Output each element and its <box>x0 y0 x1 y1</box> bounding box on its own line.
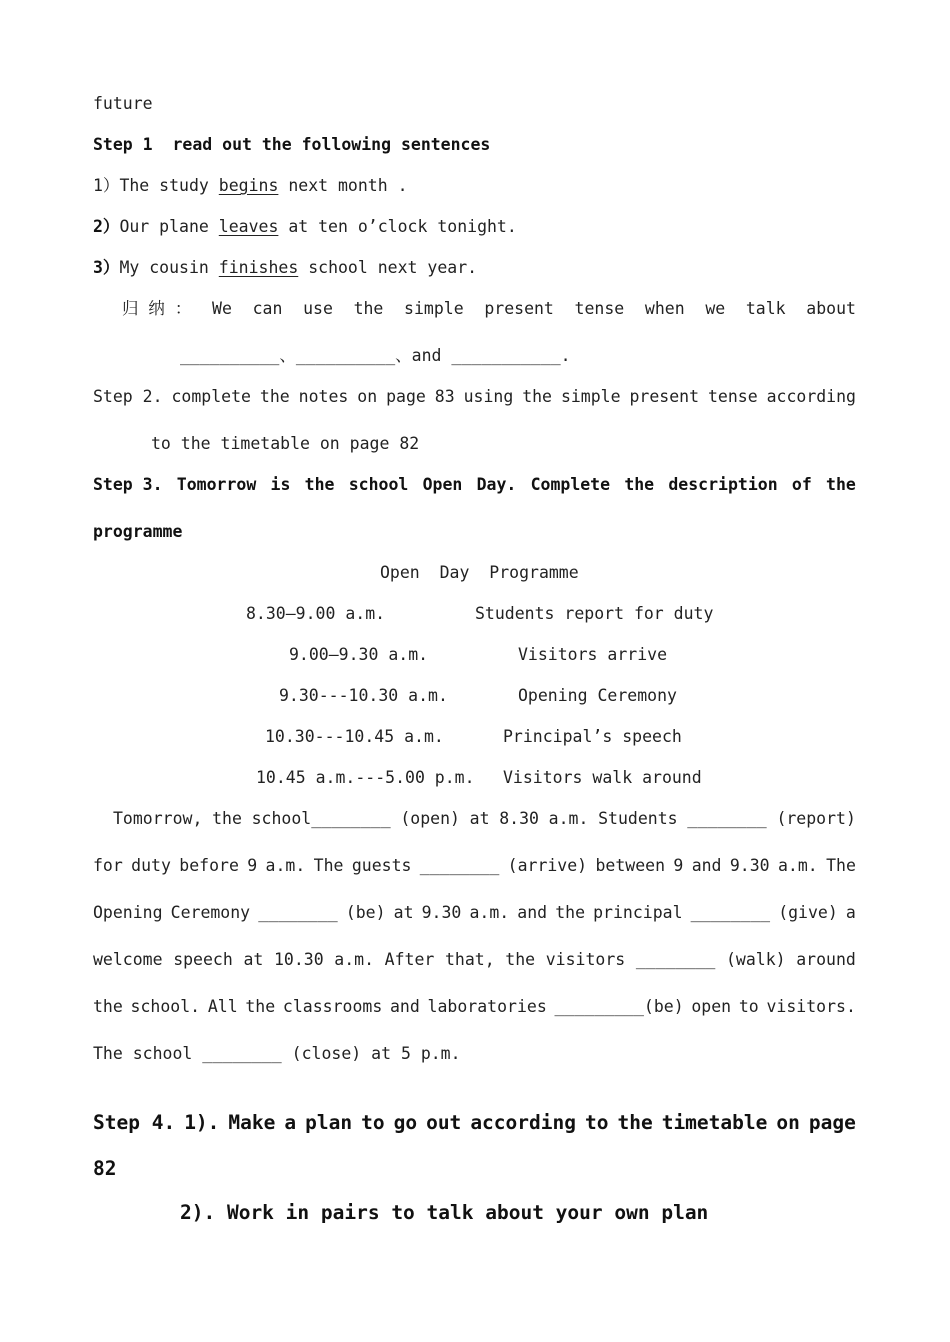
cloze-word: that, <box>444 950 495 969</box>
step2-word: tense <box>707 387 758 406</box>
programme-time: 10.30---10.45 a.m. <box>265 727 444 746</box>
cloze-word: (open) <box>400 809 460 828</box>
cloze-word: 9 <box>673 856 684 875</box>
cloze-word: duty <box>131 856 171 875</box>
cloze-line-2 <box>93 855 856 877</box>
step3-word: of <box>791 475 812 494</box>
step3-word: the <box>826 475 856 494</box>
programme-time: 9.00—9.30 a.m. <box>289 645 429 664</box>
cloze-word: ________ <box>687 809 767 828</box>
sentence-2 <box>93 216 517 238</box>
sentence-number: 1） <box>93 176 120 195</box>
cloze-word: and <box>390 997 420 1016</box>
cloze-word: _________(be) <box>554 997 684 1016</box>
cloze-word: around <box>796 950 856 969</box>
cloze-word: laboratories <box>427 997 547 1016</box>
summary-word: We <box>212 299 232 318</box>
cloze-word: 8.30 <box>499 809 539 828</box>
summary-word: the <box>353 299 384 318</box>
intro-text: future <box>93 94 153 113</box>
cloze-word: Opening <box>93 903 163 922</box>
underlined-verb: leaves <box>218 217 279 236</box>
step2-word: the <box>259 387 290 406</box>
cloze-word: a <box>845 903 856 922</box>
cloze-word: the <box>212 809 242 828</box>
sentence-text: The study <box>119 176 219 195</box>
summary-word: tense <box>574 299 625 318</box>
cloze-word: 10.30 <box>273 950 324 969</box>
step2-word: according <box>766 387 856 406</box>
step2-word: page <box>386 387 426 406</box>
cloze-word: 9.30 <box>729 856 770 875</box>
cloze-word: the <box>93 997 123 1016</box>
step4-word: page <box>808 1111 856 1134</box>
cloze-word: principal <box>593 903 683 922</box>
step2-word: the <box>522 387 552 406</box>
cloze-word: the <box>245 997 276 1016</box>
step4-word: Step 4. <box>93 1111 176 1134</box>
cloze-line-4 <box>93 949 856 971</box>
cloze-word: between <box>595 856 666 875</box>
sentence-text: at ten o’clock tonight. <box>278 217 517 236</box>
cloze-word: ________ <box>258 903 338 922</box>
step4-word: timetable <box>661 1111 768 1134</box>
cloze-word: 9 <box>247 856 258 875</box>
underlined-verb: begins <box>218 176 279 195</box>
step4-heading-line2: 82 <box>93 1157 117 1180</box>
cloze-word: a.m. <box>469 903 510 922</box>
cloze-word: welcome <box>93 950 163 969</box>
cloze-word: Students <box>598 809 678 828</box>
cloze-word: at <box>243 950 264 969</box>
cloze-word: for <box>93 856 123 875</box>
step4-word: out <box>426 1111 462 1134</box>
cloze-word: to <box>738 997 759 1016</box>
cloze-word: (give) <box>778 903 838 922</box>
summary-word: use <box>303 299 333 318</box>
cloze-word: ________ <box>419 856 500 875</box>
summary-word: about <box>806 299 856 318</box>
step2-word: 83 <box>434 387 455 406</box>
cloze-word: a.m. <box>265 856 306 875</box>
cloze-word: the <box>505 950 536 969</box>
cloze-word: and <box>691 856 722 875</box>
programme-event: Visitors walk around <box>503 768 702 787</box>
step3-word: Complete <box>530 475 611 494</box>
sentence-text: Our plane <box>119 217 219 236</box>
step4-word: a <box>284 1111 297 1134</box>
cloze-word: All <box>207 997 238 1016</box>
cloze-word: (walk) <box>725 950 786 969</box>
step2-word: on <box>357 387 378 406</box>
step4-word: go <box>393 1111 418 1134</box>
programme-time: 9.30---10.30 a.m. <box>279 686 448 705</box>
step3-word: description <box>668 475 778 494</box>
step2-word: Step 2. <box>93 387 163 406</box>
summary-word: when <box>644 299 685 318</box>
sentence-text: My cousin <box>119 258 219 277</box>
step3-word: is <box>270 475 291 494</box>
step4-word: Make <box>228 1111 276 1134</box>
step3-word: Day. <box>476 475 517 494</box>
cloze-word: at <box>393 903 414 922</box>
step2-word: simple <box>560 387 621 406</box>
sentence-number: 3） <box>93 258 120 277</box>
step4-word: on <box>776 1111 800 1134</box>
sentence-3 <box>93 257 477 279</box>
step4-task-2: 2). Work in pairs to talk about your own plan <box>180 1201 709 1224</box>
underlined-verb: finishes <box>218 258 299 277</box>
programme-event: Opening Ceremony <box>518 686 677 705</box>
cloze-word: visitors. <box>766 997 856 1016</box>
step2-word: present <box>629 387 700 406</box>
cloze-word: Tomorrow, <box>113 809 203 828</box>
summary-word: simple <box>404 299 464 318</box>
summary-word: present <box>484 299 554 318</box>
cloze-line-5 <box>93 996 856 1018</box>
step3-heading-line1 <box>93 474 856 496</box>
step3-word: Step 3. <box>93 475 163 494</box>
step4-word: according <box>470 1111 576 1134</box>
step4-word: plan <box>305 1111 353 1134</box>
cloze-word: guests <box>351 856 412 875</box>
step4-word: to <box>361 1111 385 1134</box>
summary-word: can <box>252 299 283 318</box>
cloze-word: school________ <box>251 809 391 828</box>
step2-word: complete <box>171 387 251 406</box>
sentence-1 <box>93 175 408 197</box>
step3-word: school <box>348 475 409 494</box>
step2-heading-line1 <box>93 386 856 408</box>
cloze-word: at <box>469 809 490 828</box>
sentence-text: school next year. <box>298 258 478 277</box>
step4-word: to <box>584 1111 609 1134</box>
step2-word: notes <box>298 387 349 406</box>
programme-event: Students report for duty <box>475 604 714 623</box>
cloze-word: (be) <box>345 903 386 922</box>
cloze-word: After <box>384 950 435 969</box>
cloze-line-3 <box>93 902 856 924</box>
programme-time: 8.30—9.00 a.m. <box>246 604 386 623</box>
summary-word: we <box>705 299 726 318</box>
cloze-word: ________ <box>635 950 716 969</box>
cloze-word: ________ <box>690 903 771 922</box>
programme-title: Open Day Programme <box>380 563 579 582</box>
programme-event: Visitors arrive <box>518 645 668 664</box>
cloze-word: and <box>517 903 548 922</box>
summary-word: 归 纳 ： <box>122 299 192 318</box>
cloze-word: (report) <box>776 809 856 828</box>
cloze-word: a.m. <box>548 809 589 828</box>
cloze-word: (arrive) <box>507 856 588 875</box>
step4-heading-line1 <box>93 1112 856 1134</box>
step3-word: Open <box>422 475 463 494</box>
cloze-word: The <box>826 856 856 875</box>
cloze-word: The <box>313 856 344 875</box>
cloze-word: open <box>691 997 732 1016</box>
cloze-word: classrooms <box>282 997 383 1016</box>
step4-word: the <box>617 1111 653 1134</box>
step3-word: the <box>304 475 335 494</box>
cloze-word: 9.30 <box>421 903 462 922</box>
summary-line <box>122 298 856 320</box>
cloze-word: Ceremony <box>170 903 251 922</box>
cloze-word: school. <box>130 997 201 1016</box>
cloze-line-6: The school ________ (close) at 5 p.m. <box>93 1044 461 1063</box>
programme-event: Principal’s speech <box>503 727 682 746</box>
step3-word: Tomorrow <box>176 475 257 494</box>
summary-word: talk <box>745 299 786 318</box>
cloze-word: a.m. <box>777 856 818 875</box>
cloze-word: the <box>555 903 586 922</box>
cloze-line-1 <box>113 808 856 830</box>
step3-heading-line2: programme <box>93 522 183 541</box>
cloze-word: speech <box>173 950 233 969</box>
sentence-text: next month . <box>278 176 408 195</box>
cloze-word: visitors <box>545 950 626 969</box>
step1-heading: Step 1 read out the following sentences <box>93 135 491 154</box>
step4-word: 1). <box>184 1111 220 1134</box>
summary-blanks: __________、__________、and ___________. <box>180 346 571 365</box>
step2-heading-line2: to the timetable on page 82 <box>151 434 420 453</box>
sentence-number: 2） <box>93 217 120 236</box>
programme-time: 10.45 a.m.---5.00 p.m. <box>256 768 475 787</box>
cloze-word: a.m. <box>334 950 375 969</box>
cloze-word: before <box>179 856 239 875</box>
step3-word: the <box>624 475 655 494</box>
step2-word: using <box>463 387 514 406</box>
